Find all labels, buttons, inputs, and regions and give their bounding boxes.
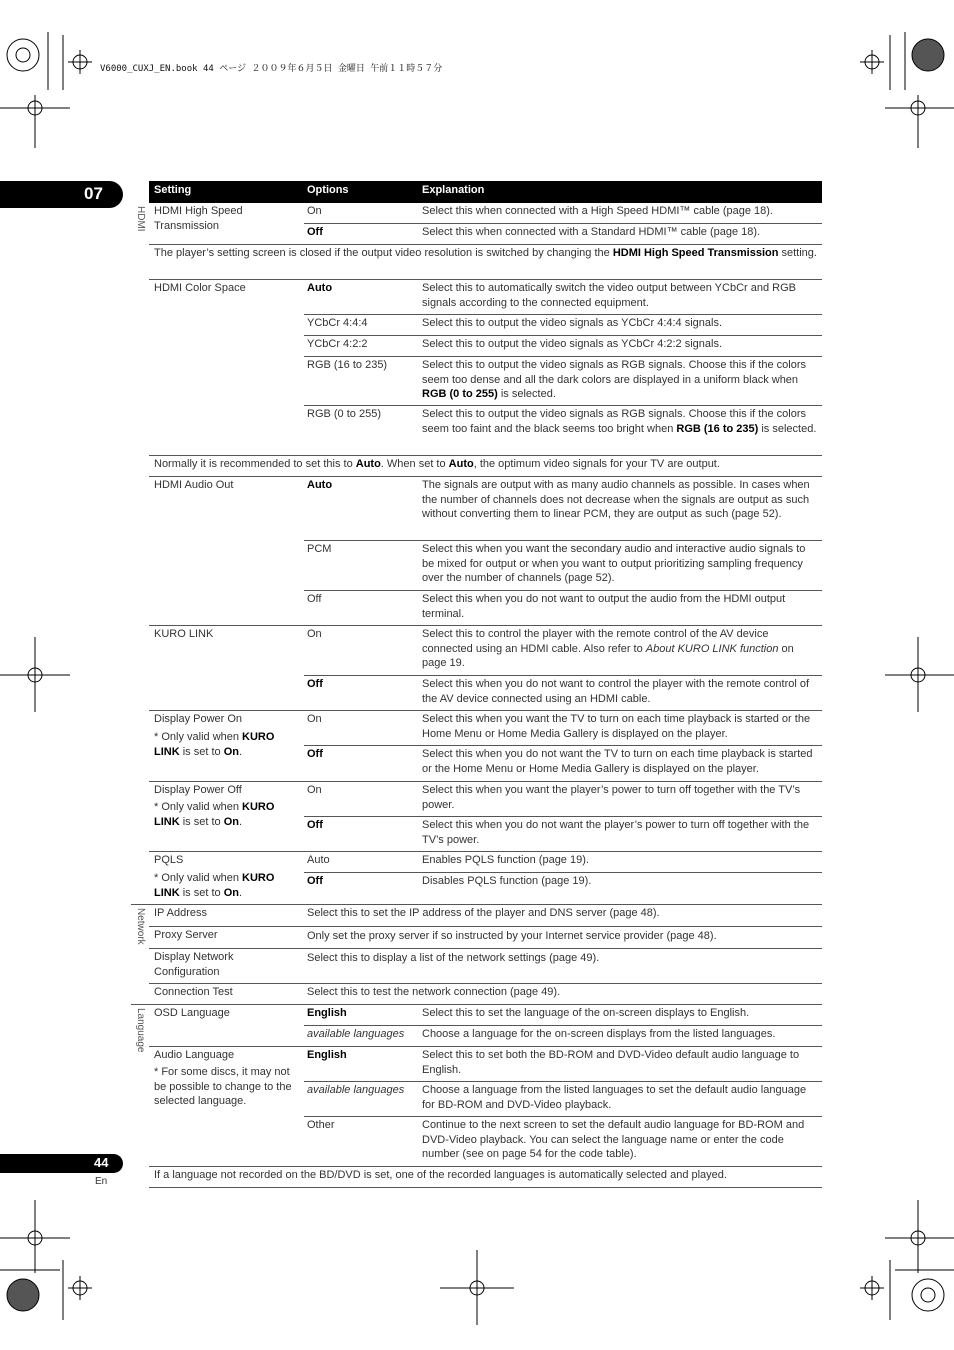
option-on: On: [307, 205, 322, 217]
setting-hdmi-color-space: HDMI Color Space: [154, 282, 246, 294]
explanation: Select this when connected with a Standard HDMI™ cable (page 18).: [422, 226, 761, 238]
explanation: Select this when you want the secondary audio and interactive audio signals to be mixed for output or when you want to output prioritizing sampling frequency over the number of channels (page 52).: [422, 543, 806, 584]
explanation: Select this when connected with a High Speed HDMI™ cable (page 18).: [422, 205, 773, 217]
explanation: Disables PQLS function (page 19).: [422, 875, 592, 887]
section-label-network: Network: [135, 908, 146, 945]
explanation: Select this to output the video signals as RGB signals. Choose this if the colors seem too dense and all the dark colors are displayed in a uniform black when RGB (0 to 255) is selected.: [422, 359, 806, 400]
setting-note: * Only valid when KURO LINK is set to On.: [154, 731, 275, 758]
chapter-tab: [0, 181, 123, 208]
option-auto-default: Auto: [307, 479, 333, 491]
setting-display-power-on: Display Power On: [154, 713, 243, 725]
col-explanation-header: Explanation: [422, 184, 485, 196]
setting-note: * Only valid when KURO LINK is set to On.: [154, 801, 275, 828]
option-ycbcr-444: YCbCr 4:4:4: [307, 317, 368, 329]
option-off-default: Off: [307, 226, 323, 238]
option-english-default: English: [307, 1049, 347, 1061]
option-rgb-0-255: RGB (0 to 255): [307, 408, 381, 420]
explanation: Only set the proxy server if so instructed by your Internet service provider (page 48).: [307, 930, 717, 942]
setting-hdmi-high-speed: HDMI High Speed Transmission: [154, 205, 243, 232]
setting-proxy-server: Proxy Server: [154, 929, 218, 941]
explanation: Select this when you do not want the player’s power to turn off together with the TV’s power.: [422, 819, 810, 846]
option-available-languages: available languages: [307, 1028, 405, 1040]
option-on: On: [307, 628, 322, 640]
option-on: On: [307, 713, 322, 725]
option-off-default: Off: [307, 875, 323, 887]
option-off-default: Off: [307, 678, 323, 690]
explanation: Enables PQLS function (page 19).: [422, 854, 589, 866]
option-off-default: Off: [307, 748, 323, 760]
explanation: Continue to the next screen to set the default audio language for BD-ROM and DVD-Video playback. You can select the language name or enter the code number (see on page 54 for the code table).: [422, 1119, 805, 1160]
setting-audio-language: Audio Language: [154, 1049, 235, 1061]
explanation: Select this to set the IP address of the player and DNS server (page 48).: [307, 907, 660, 919]
option-auto-default: Auto: [307, 282, 333, 294]
explanation: Select this to output the video signals as YCbCr 4:2:2 signals.: [422, 338, 723, 350]
explanation: Select this when you do not want the TV to turn on each time playback is started or the Home Menu or Home Media Gallery is displayed on the player.: [422, 748, 813, 775]
option-other: Other: [307, 1119, 335, 1131]
option-english-default: English: [307, 1007, 347, 1019]
option-off: Off: [307, 593, 322, 605]
setting-display-network-configuration: Display Network Configuration: [154, 951, 234, 978]
option-off-default: Off: [307, 819, 323, 831]
section-divider: [131, 904, 149, 905]
setting-kuro-link: KURO LINK: [154, 628, 214, 640]
note-hdmi-high-speed: The player’s setting screen is closed if the output video resolution is switched by changing the HDMI High Speed Transmission setting.: [154, 247, 817, 259]
explanation: Select this when you want the TV to turn on each time playback is started or the Home Menu or Home Media Gallery is displayed on the player.: [422, 713, 811, 740]
section-label-language: Language: [135, 1008, 146, 1053]
explanation: Select this when you do not want to output the audio from the HDMI output terminal.: [422, 593, 786, 620]
explanation: Select this to automatically switch the video output between YCbCr and RGB signals according to the connected equipment.: [422, 282, 796, 309]
explanation: The signals are output with as many audio channels as possible. In cases when the number of channels does not decrease when the signals are output as such without converting them to linear PCM, they are output as such (page 52).: [422, 479, 810, 520]
explanation: Choose a language for the on-screen displays from the listed languages.: [422, 1028, 776, 1040]
page-number: 44: [94, 1155, 109, 1170]
option-pcm: PCM: [307, 543, 332, 555]
col-options-header: Options: [307, 184, 349, 196]
explanation: Select this to set both the BD-ROM and DVD-Video default audio language to English.: [422, 1049, 800, 1076]
note-hdmi-color-space: Normally it is recommended to set this to Auto. When set to Auto, the optimum video signals for your TV are output.: [154, 458, 720, 470]
explanation: Select this to control the player with the remote control of the AV device connected using an HDMI cable. Also refer to About KURO LINK function on page 19.: [422, 628, 794, 669]
explanation: Choose a language from the listed languages to set the default audio language for BD-ROM and DVD-Video playback.: [422, 1084, 807, 1111]
setting-hdmi-audio-out: HDMI Audio Out: [154, 479, 234, 491]
option-auto: Auto: [307, 854, 330, 866]
section-divider: [131, 1004, 149, 1005]
setting-osd-language: OSD Language: [154, 1007, 230, 1019]
col-setting-header: Setting: [154, 184, 192, 196]
book-header: V6000_CUXJ_EN.book 44 ページ ２００９年６月５日 金曜日 午前１１時５７分: [100, 64, 443, 74]
note-language: If a language not recorded on the BD/DVD is set, one of the recorded languages is automatically selected and played.: [154, 1169, 727, 1181]
option-on: On: [307, 784, 322, 796]
explanation: Select this to output the video signals as RGB signals. Choose this if the colors seem too faint and the black seems too bright when RGB (16 to 235) is selected.: [422, 408, 817, 435]
setting-connection-test: Connection Test: [154, 986, 233, 998]
explanation: Select this to set the language of the on-screen displays to English.: [422, 1007, 750, 1019]
setting-display-power-off: Display Power Off: [154, 784, 242, 796]
option-available-languages: available languages: [307, 1084, 405, 1096]
table-header: [149, 181, 822, 203]
setting-note: * Only valid when KURO LINK is set to On.: [154, 872, 275, 899]
explanation: Select this to display a list of the network settings (page 49).: [307, 952, 600, 964]
language-code: En: [95, 1176, 108, 1187]
setting-note: * For some discs, it may not be possible to change to the selected language.: [154, 1066, 292, 1107]
chapter-number: 07: [84, 184, 103, 203]
option-ycbcr-422: YCbCr 4:2:2: [307, 338, 368, 350]
explanation: Select this when you do not want to control the player with the remote control of the AV device connected using an HDMI cable.: [422, 678, 810, 705]
setting-ip-address: IP Address: [154, 907, 207, 919]
explanation: Select this to test the network connection (page 49).: [307, 986, 561, 998]
setting-pqls: PQLS: [154, 854, 184, 866]
section-label-hdmi: HDMI: [135, 206, 146, 232]
option-rgb-16-235: RGB (16 to 235): [307, 359, 388, 371]
explanation: Select this when you want the player’s power to turn off together with the TV’s power.: [422, 784, 801, 811]
explanation: Select this to output the video signals as YCbCr 4:4:4 signals.: [422, 317, 723, 329]
